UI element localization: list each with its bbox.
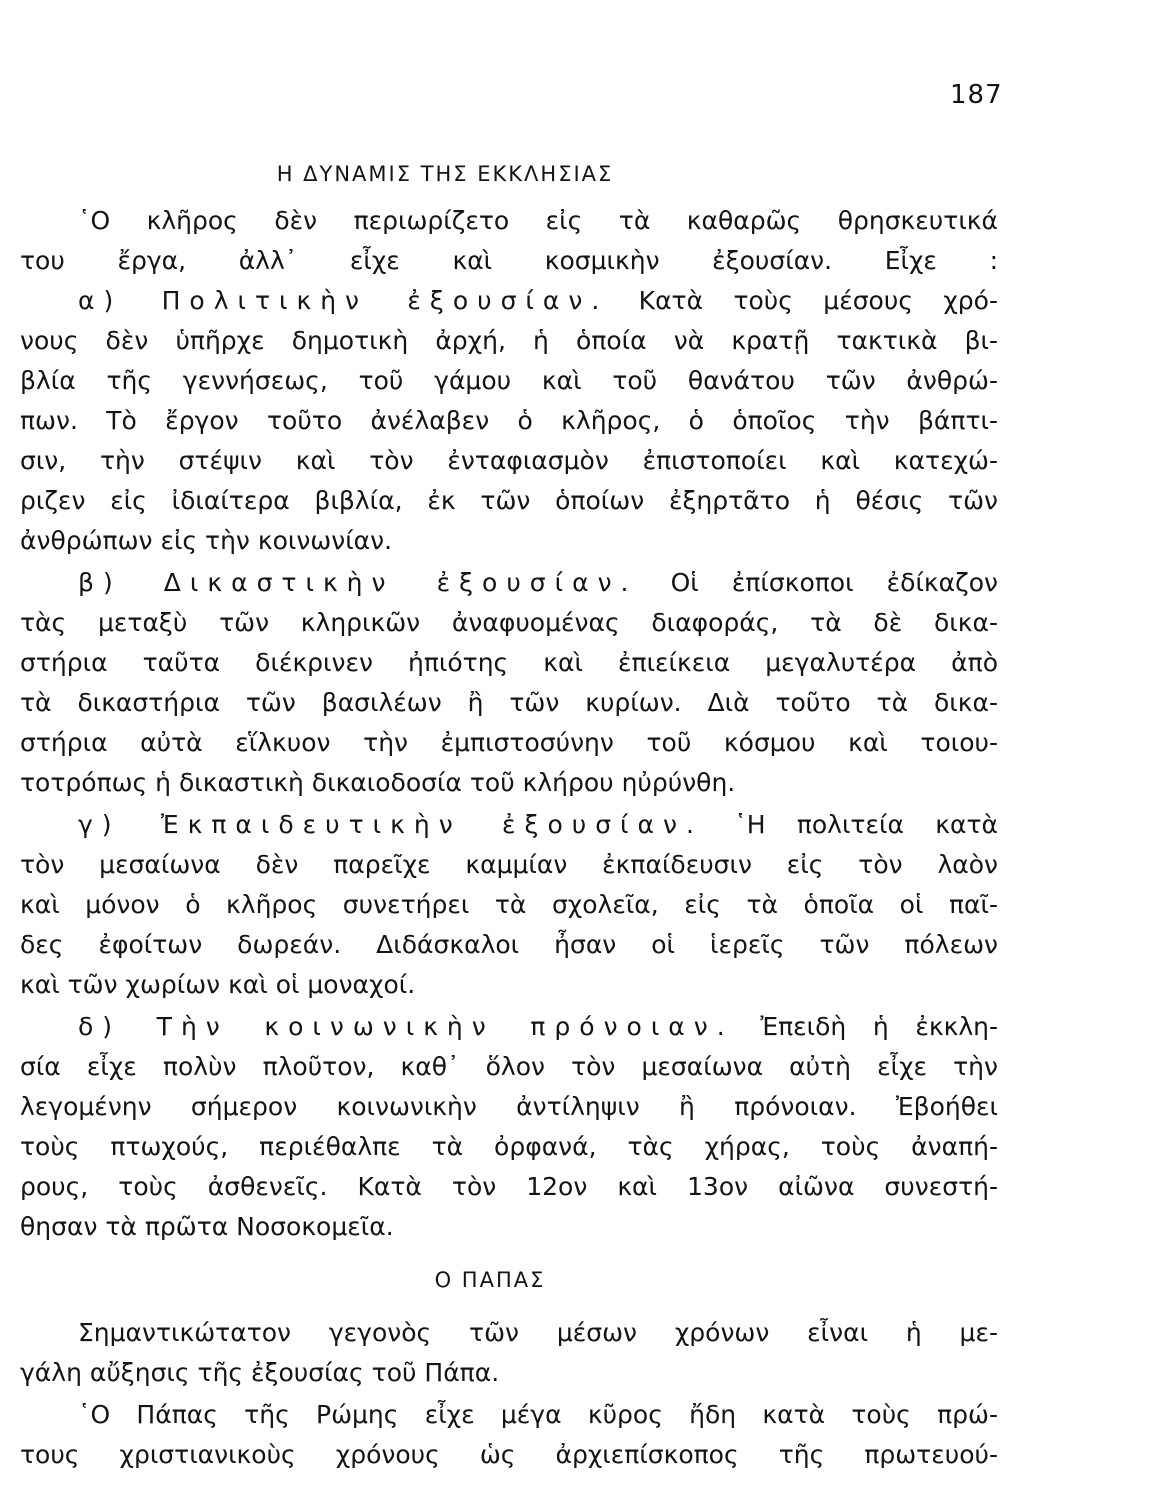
- text-line: τὸν μεσαίωνα δὲν παρεῖχε καμμίαν ἐκπαίδευσιν εἰς τὸν λαὸν: [20, 850, 998, 879]
- text-run: Ἐπειδὴ ἡ ἐκκλη-: [760, 1012, 998, 1041]
- text-line: γάλη αὔξησις τῆς ἐξουσίας τοῦ Πάπα.: [20, 1358, 500, 1387]
- text-line: βλία τῆς γεννήσεως, τοῦ γάμου καὶ τοῦ θανάτου τῶν ἀνθρώ-: [20, 366, 998, 395]
- subsection-label-political: α) Πολιτικὴν ἐξουσίαν.: [78, 286, 609, 315]
- text-line: τὰς μεταξὺ τῶν κληρικῶν ἀναφυομένας διαφοράς, τὰ δὲ δικα-: [20, 608, 998, 637]
- text-line: τους χριστιανικοὺς χρόνους ὡς ἀρχιεπίσκοπος τῆς πρωτευού-: [20, 1440, 998, 1469]
- text-line: τοὺς πτωχούς, περιέθαλπε τὰ ὀρφανά, τὰς χήρας, τοὺς ἀναπή-: [20, 1132, 998, 1161]
- text-line: ἀνθρώπων εἰς τὴν κοινωνίαν.: [20, 526, 393, 555]
- text-line: ῾Ο κλῆρος δὲν περιωρίζετο εἰς τὰ καθαρῶς θρησκευτικά: [78, 206, 998, 235]
- text-line: καὶ τῶν χωρίων καὶ οἱ μοναχοί.: [20, 970, 416, 999]
- subsection-label-judicial: β) Δικαστικὴν ἐξουσίαν.: [78, 568, 638, 597]
- text-line: σιν, τὴν στέψιν καὶ τὸν ἐνταφιασμὸν ἐπιστοποίει καὶ κατεχώ-: [20, 446, 998, 475]
- text-line: θησαν τὰ πρῶτα Νοσοκομεῖα.: [20, 1212, 394, 1241]
- paragraph-c-first-line: [78, 810, 998, 840]
- text-line: νους δὲν ὑπῆρχε δημοτικὴ ἀρχή, ἡ ὁποία νὰ κρατῇ τακτικὰ βι-: [20, 326, 998, 355]
- text-run: Οἱ ἐπίσκοποι ἐδίκαζον: [670, 568, 998, 597]
- text-run: Κατὰ τοὺς μέσους χρό-: [638, 286, 998, 315]
- text-run: ῾Η πολιτεία κατὰ: [734, 810, 998, 839]
- text-line: στήρια ταῦτα διέκρινεν ἠπιότης καὶ ἐπιείκεια μεγαλυτέρα ἀπὸ: [20, 648, 998, 677]
- section-heading-church-power: Η ΔΥΝΑΜΙΣ ΤΗΣ ΕΚΚΛΗΣΙΑΣ: [276, 162, 614, 186]
- text-line: τὰ δικαστήρια τῶν βασιλέων ἢ τῶν κυρίων. Διὰ τοῦτο τὰ δικα-: [20, 688, 998, 717]
- section-heading-pope: Ο ΠΑΠΑΣ: [434, 1268, 546, 1292]
- text-line: Σημαντικώτατον γεγονὸς τῶν μέσων χρόνων εἶναι ἡ με-: [78, 1318, 998, 1347]
- text-line: ριζεν εἰς ἰδιαίτερα βιβλία, ἐκ τῶν ὁποίων ἐξηρτᾶτο ἡ θέσις τῶν: [20, 486, 998, 515]
- text-line: στήρια αὐτὰ εἵλκυον τὴν ἐμπιστοσύνην τοῦ κόσμου καὶ τοιου-: [20, 728, 998, 757]
- paragraph-b-first-line: [78, 568, 998, 598]
- paragraph-a-first-line: [78, 286, 998, 316]
- subsection-label-educational: γ) Ἐκπαιδευτικὴν ἐξουσίαν.: [78, 810, 703, 839]
- text-line: δες ἐφοίτων δωρεάν. Διδάσκαλοι ἦσαν οἱ ἱερεῖς τῶν πόλεων: [20, 930, 998, 959]
- text-line: σία εἶχε πολὺν πλοῦτον, καθ᾿ ὅλον τὸν μεσαίωνα αὐτὴ εἶχε τὴν: [20, 1052, 998, 1081]
- text-line: λεγομένην σήμερον κοινωνικὴν ἀντίληψιν ἢ πρόνοιαν. Ἐβοήθει: [20, 1092, 998, 1121]
- text-line: καὶ μόνον ὁ κλῆρος συνετήρει τὰ σχολεῖα, εἰς τὰ ὁποῖα οἱ παῖ-: [20, 890, 998, 919]
- paragraph-d-first-line: [78, 1012, 998, 1042]
- text-line: ῾Ο Πάπας τῆς Ρώμης εἶχε μέγα κῦρος ἤδη κατὰ τοὺς πρώ-: [78, 1400, 998, 1429]
- text-line: πων. Τὸ ἔργον τοῦτο ἀνέλαβεν ὁ κλῆρος, ὁ ὁποῖος τὴν βάπτι-: [20, 406, 998, 435]
- text-line: του ἔργα, ἀλλ᾿ εἶχε καὶ κοσμικὴν ἐξουσίαν. Εἶχε :: [20, 246, 998, 275]
- text-line: τοτρόπως ἡ δικαστικὴ δικαιοδοσία τοῦ κλήρου ηὐρύνθη.: [20, 768, 736, 797]
- subsection-label-social-welfare: δ) Τὴν κοινωνικὴν πρόνοιαν.: [78, 1012, 734, 1041]
- text-line: ρους, τοὺς ἀσθενεῖς. Κατὰ τὸν 12ον καὶ 13ον αἰῶνα συνεστή-: [20, 1172, 998, 1201]
- page-number: 187: [950, 80, 1003, 110]
